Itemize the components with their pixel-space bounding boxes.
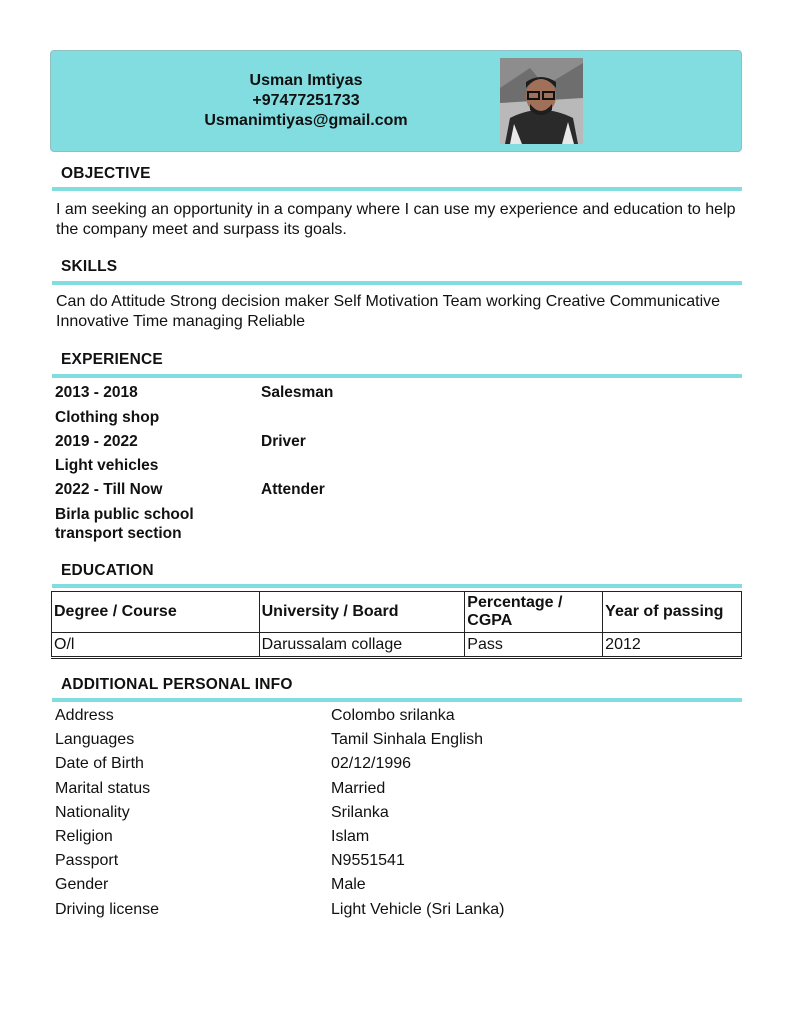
education-title: EDUCATION xyxy=(61,562,154,579)
experience-period: 2013 - 2018 xyxy=(55,384,138,401)
cell-year: 2012 xyxy=(603,633,742,658)
info-value: N9551541 xyxy=(331,852,405,870)
info-value: Married xyxy=(331,779,386,797)
education-divider xyxy=(52,584,742,588)
cell-percentage: Pass xyxy=(465,633,603,658)
info-label: Driving license xyxy=(55,900,160,918)
skills-title: SKILLS xyxy=(61,258,118,275)
candidate-name: Usman Imtiyas xyxy=(249,72,363,89)
cell-degree: O/l xyxy=(52,633,260,658)
info-label: Religion xyxy=(55,827,113,845)
experience-period: 2022 - Till Now xyxy=(55,481,163,498)
objective-divider xyxy=(52,187,742,191)
info-value: Light Vehicle (Sri Lanka) xyxy=(331,900,505,918)
list-item xyxy=(55,754,745,778)
info-label: Gender xyxy=(55,876,109,894)
col-header-university: University / Board xyxy=(259,592,465,633)
skills-text: Can do Attitude Strong decision maker Self Motivation Team working Creative Communicative Innovative Time managing Reliable xyxy=(56,293,721,330)
experience-entry xyxy=(55,432,745,476)
candidate-phone: +97477251733 xyxy=(252,92,360,109)
col-header-percentage: Percentage / CGPA xyxy=(465,592,603,633)
table-row xyxy=(52,633,742,658)
info-value: Islam xyxy=(331,827,370,845)
profile-photo xyxy=(500,58,583,144)
experience-entry xyxy=(55,480,745,543)
skills-divider xyxy=(52,281,742,285)
info-label: Nationality xyxy=(55,803,130,821)
personal-info-title: ADDITIONAL PERSONAL INFO xyxy=(61,676,293,693)
personal-info-divider xyxy=(52,698,742,702)
info-value: 02/12/1996 xyxy=(331,755,412,773)
experience-entry xyxy=(55,383,745,427)
experience-role: Driver xyxy=(261,432,306,450)
info-value: Srilanka xyxy=(331,803,389,821)
education-header-row xyxy=(52,592,742,633)
list-item xyxy=(55,827,745,851)
experience-place: Light vehicles xyxy=(55,457,159,474)
info-value: Male xyxy=(331,876,366,894)
info-label: Date of Birth xyxy=(55,755,144,773)
experience-role: Salesman xyxy=(261,384,334,401)
experience-period: 2019 - 2022 xyxy=(55,432,138,450)
experience-role: Attender xyxy=(261,481,325,498)
candidate-email: Usmanimtiyas@gmail.com xyxy=(204,112,408,129)
list-item xyxy=(55,803,745,827)
header-band xyxy=(50,50,742,152)
contact-block xyxy=(171,71,441,131)
objective-title: OBJECTIVE xyxy=(61,165,151,182)
list-item xyxy=(55,730,745,754)
experience-place: Clothing shop xyxy=(55,408,160,426)
list-item xyxy=(55,875,745,899)
list-item xyxy=(55,779,745,803)
experience-place: Birla public school transport section xyxy=(55,505,194,542)
objective-text: I am seeking an opportunity in a company where I can use my experience and education to help the company meet and surpass its goals. xyxy=(56,201,736,238)
experience-title: EXPERIENCE xyxy=(61,351,163,368)
list-item xyxy=(55,851,745,875)
list-item xyxy=(55,900,745,924)
col-header-year: Year of passing xyxy=(603,592,742,633)
personal-info-list xyxy=(55,706,745,924)
info-value: Tamil Sinhala English xyxy=(331,731,484,749)
col-header-degree: Degree / Course xyxy=(52,592,260,633)
info-label: Address xyxy=(55,707,114,724)
info-label: Marital status xyxy=(55,779,151,797)
education-table xyxy=(51,591,742,659)
info-label: Passport xyxy=(55,852,119,870)
experience-list xyxy=(55,383,745,548)
list-item xyxy=(55,706,745,730)
info-label: Languages xyxy=(55,731,135,749)
cell-university: Darussalam collage xyxy=(259,633,465,658)
info-value: Colombo srilanka xyxy=(331,707,455,724)
experience-divider xyxy=(52,374,742,378)
